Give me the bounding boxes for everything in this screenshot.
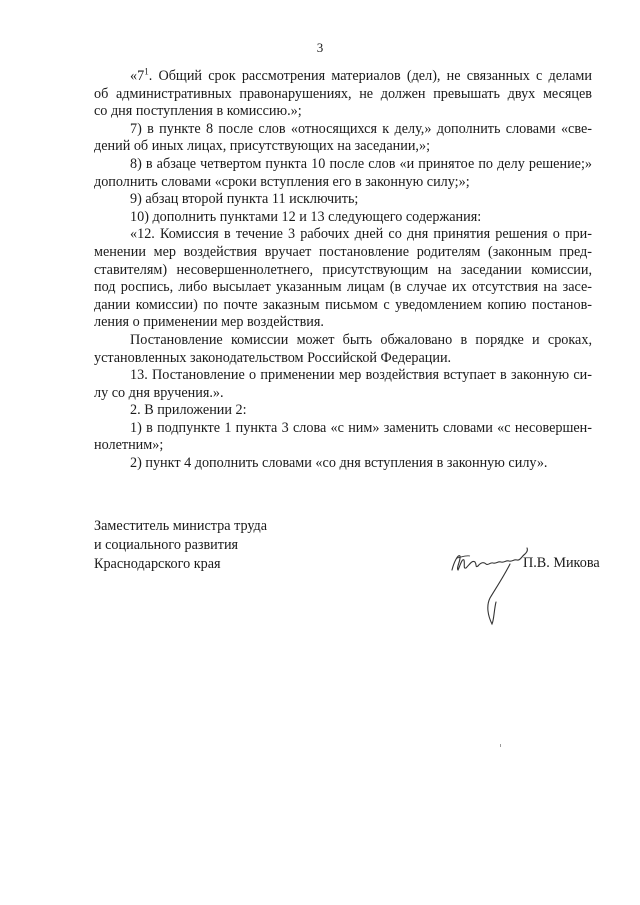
paragraph-point-13 — [94, 367, 592, 402]
scan-speck — [500, 744, 501, 747]
superscript: 1 — [144, 66, 149, 77]
document-body — [94, 68, 592, 473]
text-line: под роспись, либо высылает указанным лицам (в случае их отсутствия на засе- — [94, 279, 592, 296]
signatory-title-line: Краснодарского края — [94, 556, 221, 572]
paragraph-7-1 — [94, 68, 592, 121]
text-line: 2. В приложении 2: — [130, 402, 247, 419]
text-line: ления о применении мер воздействия. — [94, 314, 324, 331]
text-line: со дня поступления в комиссию.»; — [94, 103, 302, 120]
paragraph-item-8 — [94, 156, 592, 191]
signatory-title-line: Заместитель министра труда — [94, 518, 268, 534]
text-fragment: «7 — [130, 68, 145, 84]
text-line: 1) в подпункте 1 пункта 3 слова «с ним» заменить словами «с несовершен- — [130, 419, 592, 436]
signatory-title — [94, 517, 267, 574]
text-line: 8) в абзаце четвертом пункта 10 после слов «и принятое по делу решение;» — [130, 155, 592, 172]
paragraph-point-12 — [94, 226, 592, 332]
text-line: установленных законодательством Российской Федерации. — [94, 349, 452, 366]
paragraph-appeal — [94, 332, 592, 367]
text-line: лу со дня вручения.». — [94, 384, 224, 401]
text-line: дополнить словами «сроки вступления его в законную силу;»; — [94, 173, 470, 190]
handwritten-signature — [448, 540, 532, 630]
text-line: 9) абзац второй пункта 11 исключить; — [130, 191, 359, 208]
paragraph-appendix-2 — [94, 402, 592, 420]
text-line: 13. Постановление о применении мер воздействия вступает в законную си- — [130, 367, 592, 384]
paragraph-item-10 — [94, 209, 592, 227]
paragraph-item-9 — [94, 191, 592, 209]
text-line: менении мер воздействия вручает постановление родителям (законным пред- — [94, 243, 592, 260]
text-line: дании комиссии) по почте заказным письмом с уведомлением копию постанов- — [94, 296, 592, 313]
text-line: нолетним»; — [94, 437, 164, 454]
paragraph-item-7 — [94, 121, 592, 156]
text-line: 7) в пункте 8 после слов «относящихся к делу,» дополнить словами «све- — [130, 120, 592, 137]
text-line: ставителям) несовершеннолетнего, присутствующим на заседании комиссии, — [94, 261, 592, 278]
text-fragment: . Общий срок рассмотрения материалов (дел), не связанных с делами — [148, 68, 592, 84]
text-line: 10) дополнить пунктами 12 и 13 следующего содержания: — [130, 208, 482, 225]
text-line: об административных правонарушениях, не должен превышать двух месяцев — [94, 85, 592, 102]
text-line — [94, 68, 592, 86]
text-line: Постановление комиссии может быть обжаловано в порядке и сроках, — [130, 331, 592, 348]
signatory-name: П.В. Микова — [523, 555, 600, 571]
text-line: 2) пункт 4 дополнить словами «со дня вступления в законную силу». — [130, 455, 548, 472]
paragraph-subitem-2 — [94, 455, 592, 473]
page-number: 3 — [316, 40, 324, 55]
text-line: «12. Комиссия в течение 3 рабочих дней со дня принятия решения о при- — [130, 226, 592, 243]
text-line: дений об иных лицах, присутствующих на заседании,»; — [94, 138, 431, 155]
signatory-title-line: и социального развития — [94, 537, 239, 553]
paragraph-subitem-1 — [94, 420, 592, 455]
